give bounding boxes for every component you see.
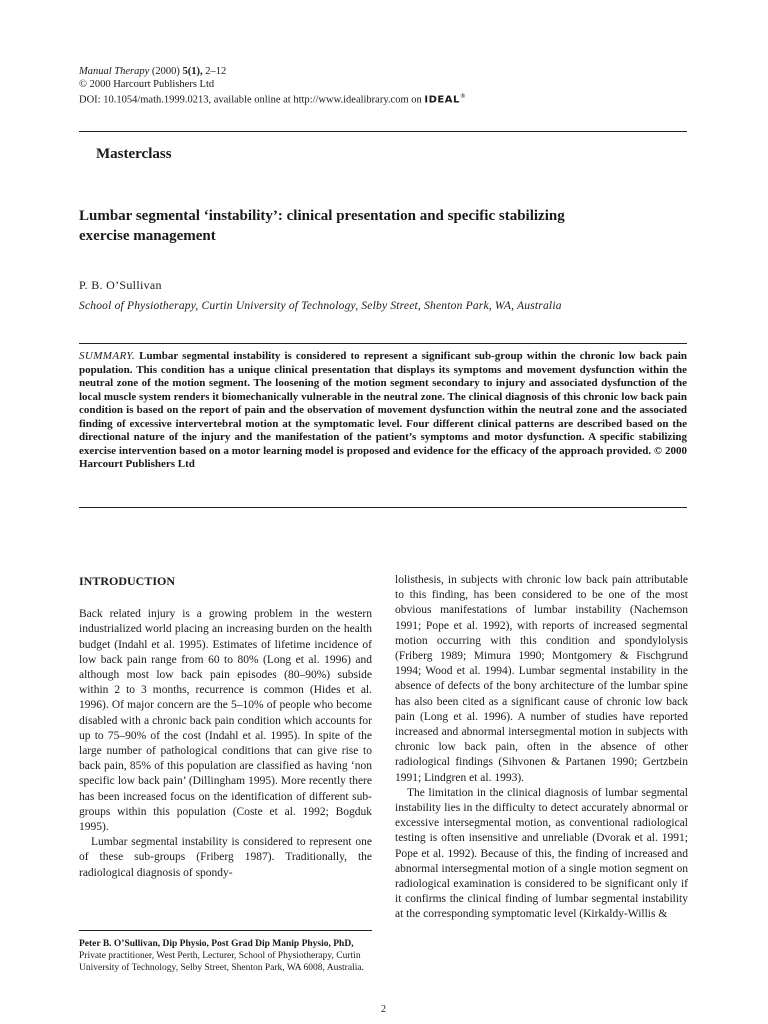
footnote-author: Peter B. O’Sullivan, Dip Physio, Post Grad Dip Manip Physio, PhD, <box>79 939 354 949</box>
summary-lead: SUMMARY. <box>79 350 136 362</box>
page-number: 2 <box>381 1004 386 1015</box>
journal-citation <box>79 66 559 79</box>
right-paragraph-2: The limitation in the clinical diagnosis of lumbar segmental instability lies in the difficulty to detect accurately abnormal or excessive intersegmental motion, as conventional radiological testing is often insensitive and unreliable (Dvorak et al. 1991; Pope et al. 1992). Because of this, the finding of increased and abnormal intersegmental motion of a single motion segment on radiological examination is considered to be significant only if it confirms the clinical finding of lumbar segmental instability at the corresponding symptomatic level (Kirkaldy-Willis & <box>395 786 688 921</box>
introduction-heading: INTRODUCTION <box>79 574 176 588</box>
abstract-summary <box>79 350 687 472</box>
summary-bottom-rule <box>79 507 687 508</box>
doi-line <box>79 91 559 107</box>
title-line-2: exercise management <box>79 228 216 244</box>
citation-pages: 2–12 <box>202 66 227 77</box>
right-column <box>395 573 688 923</box>
ideal-logo-text: IDEAL <box>424 94 460 106</box>
footnote-text: Private practitioner, West Perth, Lecturer, School of Physiotherapy, Curtin University of Technology, Selby Street, Shenton Park, WA 6008, Australia. <box>79 951 364 974</box>
header-divider <box>79 131 687 132</box>
section-label: Masterclass <box>96 146 172 162</box>
title-line-1: Lumbar segmental ‘instability’: clinical presentation and specific stabilizing <box>79 208 565 224</box>
left-column <box>79 574 372 881</box>
right-paragraph-1: lolisthesis, in subjects with chronic low back pain attributable to this finding, has been considered to be one of the most obvious manifestations of lumbar instability (Nachemson 1991; Pope et al. 1992), with reports of increased segmental motion occurring with this condition and spondylolysis (Friberg 1989; Mimura 1990; Montgomery & Fischgrund 1994; Wood et al. 1994). Lumbar segmental instability in the absence of defects of the bony architecture of the lumbar spine has also been cited as a significant cause of chronic low back pain (Long et al. 1996). A number of studies have reported increased and abnormal intersegmental motion in subjects with chronic low back pain, often in the absence of other radiological findings (Sihvonen & Partanen 1990; Gertzbein 1991; Lindgren et al. 1993). <box>395 574 688 784</box>
journal-name: Manual Therapy <box>79 66 150 77</box>
intro-paragraph-1: Back related injury is a growing problem in the western industrialized world placing an increasing burden on the health budget (Indahl et al. 1995). Estimates of lifetime incidence of low back pain range from 60 to 80% (Long et al. 1996) and although most low back pain episodes (80–90%) subside within 2 to 3 months, recurrence is common (Hides et al. 1996). Of major concern are the 5–10% of people who become disabled with a chronic back pain condition which accounts for up to 75–90% of the cost (Indahl et al. 1995). In spite of the large number of pathological conditions that can give rise to back pain, 85% of this population are classified as having ‘non specific low back pain’ (Dillingham 1995). More recently there has been increased focus on the identification of different sub-groups within this population (Coste et al. 1992; Bogduk 1995). <box>79 608 372 834</box>
article-title <box>79 206 679 246</box>
copyright-line: © 2000 Harcourt Publishers Ltd <box>79 78 215 90</box>
citation-volume: 5(1), <box>182 66 203 77</box>
intro-paragraph-2: Lumbar segmental instability is considered to represent one of these sub-groups (Friberg 1987). Traditionally, the radiological diagnosis of spondy- <box>79 836 372 879</box>
footnote-rule <box>79 930 372 931</box>
summary-body: Lumbar segmental instability is considered to represent a significant sub-group within the chronic low back pain population. This condition has a unique clinical presentation that displays its symptoms and movement dysfunction within the neutral zone of the motion segment. The loosening of the motion segment secondary to injury and associated dysfunction of the local muscle system renders it biomechanically vulnerable in the neutral zone. The clinical diagnosis of this chronic low back pain condition is based on the report of pain and the observation of movement dysfunction within the neutral zone and the associated finding of excessive intervertebral motion at the symptomatic level. Four different clinical patterns are described based on the directional nature of the injury and the manifestation of the patient’s symptoms and motor dysfunction. A specific stabilizing exercise intervention based on a motor learning model is proposed and evidence for the efficacy of the approach provided. © 2000 Harcourt Publishers Ltd <box>79 350 687 470</box>
author-footnote <box>79 938 379 975</box>
author-name: P. B. O’Sullivan <box>79 278 162 292</box>
journal-header <box>79 66 559 107</box>
author-affiliation: School of Physiotherapy, Curtin University of Technology, Selby Street, Shenton Park, WA, Australia <box>79 300 562 312</box>
summary-top-rule <box>79 343 687 344</box>
doi-text: DOI: 10.1054/math.1999.0213, available online at http://www.idealibrary.com on <box>79 94 422 106</box>
ideal-logo: IDEAL® <box>424 93 467 106</box>
citation-year: (2000) <box>149 66 183 77</box>
